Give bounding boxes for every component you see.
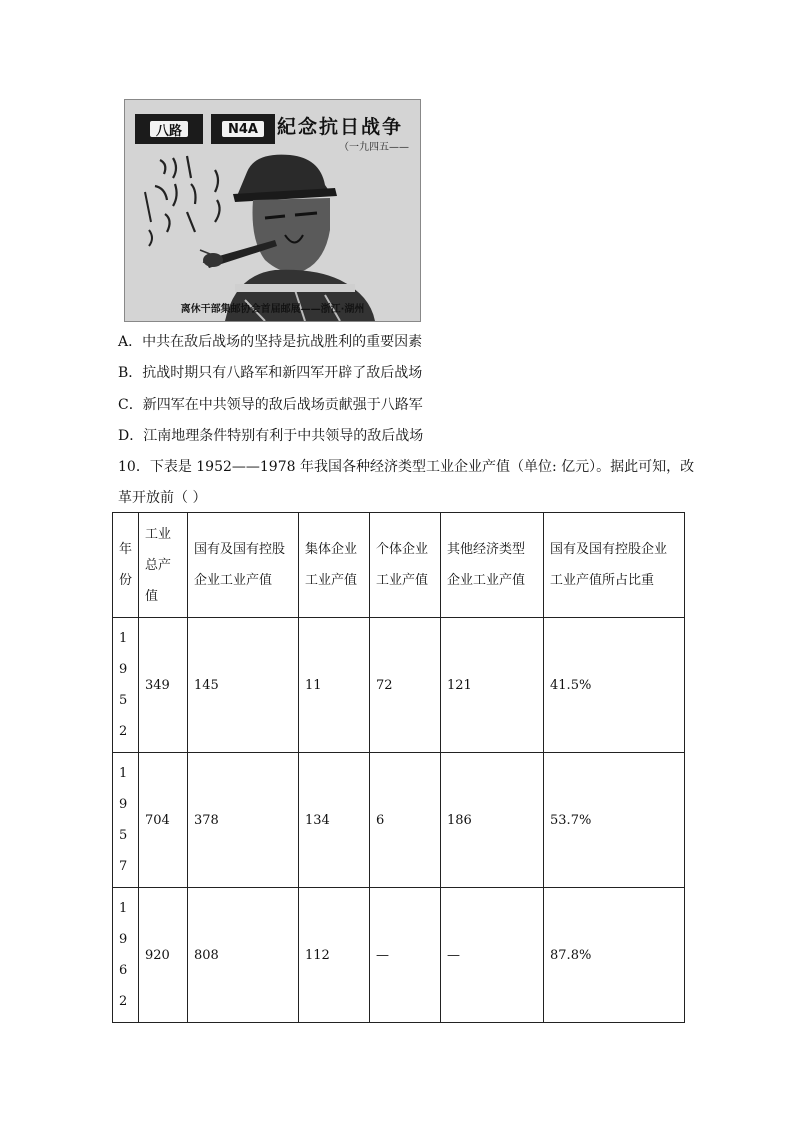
table-header-row — [113, 513, 685, 618]
question-line-1: 10．下表是 1952——1978 年我国各种经济类型工业企业产值（单位: 亿元）。据此可知，改 — [118, 459, 695, 475]
header-collective: 集体企业工业产值 — [299, 513, 370, 618]
cell-collective: 11 — [299, 618, 370, 753]
header-total-output: 工业总产值 — [139, 513, 188, 618]
cell-share: 87.8% — [544, 888, 685, 1023]
header-other: 其他经济类型企业工业产值 — [441, 513, 544, 618]
table-row — [113, 888, 685, 1023]
option-d: D．江南地理条件特别有利于中共领导的敌后战场 — [118, 428, 424, 444]
cell-share: 53.7% — [544, 753, 685, 888]
option-b: B．抗战时期只有八路军和新四军开辟了敌后战场 — [118, 365, 423, 381]
cell-share: 41.5% — [544, 618, 685, 753]
cell-year: 1952 — [113, 618, 139, 753]
cell-state: 145 — [188, 618, 299, 753]
table-row — [113, 753, 685, 888]
option-c: C．新四军在中共领导的敌后战场贡献强于八路军 — [118, 397, 423, 413]
header-year: 年份 — [113, 513, 139, 618]
cell-other: 121 — [441, 618, 544, 753]
question-line-2: 革开放前（ ） — [118, 490, 207, 506]
header-individual: 个体企业工业产值 — [370, 513, 441, 618]
n4a-logo-text: N4A — [222, 121, 264, 137]
header-state-owned: 国有及国有控股企业工业产值 — [188, 513, 299, 618]
cell-collective: 112 — [299, 888, 370, 1023]
header-state-share: 国有及国有控股企业工业产值所占比重 — [544, 513, 685, 618]
table-row — [113, 618, 685, 753]
cell-total: 704 — [139, 753, 188, 888]
photo-caption: 离休干部集邮协会首届邮展——浙江·湖州 — [180, 304, 365, 315]
cell-individual: 6 — [370, 753, 441, 888]
photo-headline: 紀念抗日战争 — [277, 116, 404, 138]
cell-total: 349 — [139, 618, 188, 753]
n4a-logo — [211, 114, 275, 144]
cell-state: 808 — [188, 888, 299, 1023]
eighth-route-logo-text: 八路 — [150, 121, 188, 137]
industrial-output-table — [112, 512, 685, 1023]
cell-collective: 134 — [299, 753, 370, 888]
photo-year: （一九四五—— — [339, 142, 409, 153]
cell-other: — — [441, 888, 544, 1023]
cell-year: 1957 — [113, 753, 139, 888]
cell-state: 378 — [188, 753, 299, 888]
option-a: A．中共在敌后战场的坚持是抗战胜利的重要因素 — [118, 334, 423, 350]
cell-individual: — — [370, 888, 441, 1023]
cell-total: 920 — [139, 888, 188, 1023]
eighth-route-logo — [135, 114, 203, 144]
cell-other: 186 — [441, 753, 544, 888]
cell-individual: 72 — [370, 618, 441, 753]
cell-year: 1962 — [113, 888, 139, 1023]
stamp-sheet-photo — [124, 99, 421, 322]
